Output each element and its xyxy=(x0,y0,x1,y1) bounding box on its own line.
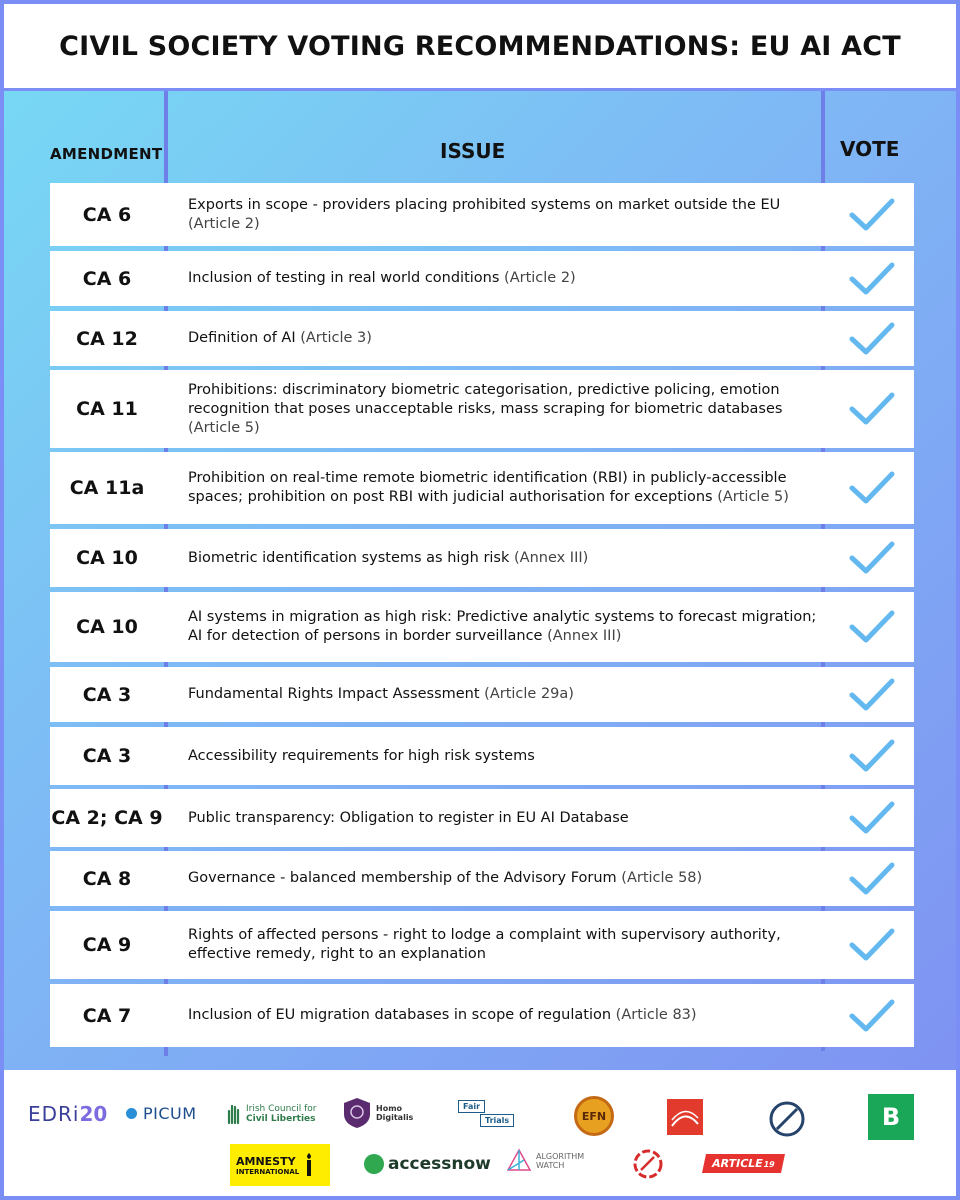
amendment-cell: CA 10 xyxy=(76,616,138,638)
amendment-cell: CA 12 xyxy=(76,327,138,350)
amendment-cell: CA 11 xyxy=(76,398,138,420)
check-icon xyxy=(842,183,902,246)
table-row xyxy=(50,727,914,785)
amendment-cell: CA 9 xyxy=(82,934,132,956)
amendment-cell: CA 6 xyxy=(82,203,132,226)
ring-logo xyxy=(630,1146,666,1182)
recommendations-table xyxy=(4,88,956,1070)
table-row xyxy=(50,311,914,366)
issue-cell: Inclusion of testing in real world conditions (Article 2) xyxy=(188,270,576,286)
check-icon xyxy=(842,311,902,366)
amendment-cell: CA 10 xyxy=(76,547,138,569)
check-icon xyxy=(842,370,902,448)
check-icon xyxy=(842,251,902,306)
table-row xyxy=(50,183,914,246)
circle-icon xyxy=(768,1100,806,1138)
picum-dot-icon xyxy=(126,1108,137,1119)
prism-icon xyxy=(506,1148,532,1174)
check-icon xyxy=(842,727,902,785)
check-icon xyxy=(842,592,902,662)
circle-x-logo xyxy=(768,1100,806,1138)
check-icon xyxy=(842,789,902,847)
title-bar xyxy=(4,4,956,88)
hand-icon xyxy=(226,1103,242,1125)
issue-cell: Accessibility requirements for high risk systems xyxy=(188,747,535,764)
issue-cell: Inclusion of EU migration databases in scope of regulation (Article 83) xyxy=(188,1007,697,1023)
homo-digitalis-logo: Homo Digitalis xyxy=(342,1096,413,1130)
b-logo: B xyxy=(868,1094,914,1140)
shield-icon xyxy=(342,1096,372,1130)
algorithmwatch-logo: ALGORITHM WATCH xyxy=(506,1148,584,1174)
issue-cell: Exports in scope - providers placing prohibited systems on market outside the EU (Article 2) xyxy=(188,196,781,232)
amendment-cell: CA 7 xyxy=(82,1004,132,1027)
header-amendment: AMENDMENT xyxy=(50,145,163,163)
table-row xyxy=(50,592,914,662)
table-row xyxy=(50,667,914,722)
amendment-cell: CA 2; CA 9 xyxy=(51,807,163,829)
issue-cell: Prohibition on real-time remote biometric identification (RBI) in publicly-accessible spaces; prohibition on post RBI with judicial authorisation for exceptions (Article 5) xyxy=(188,470,789,505)
candle-icon xyxy=(301,1152,317,1178)
issue-cell: Fundamental Rights Impact Assessment (Article 29a) xyxy=(188,686,574,702)
ring-icon xyxy=(630,1146,666,1182)
fair-trials-logo: Fair Trials xyxy=(458,1100,518,1130)
amendment-cell: CA 3 xyxy=(82,745,132,767)
efn-logo: EFN xyxy=(574,1096,614,1136)
header-issue: ISSUE xyxy=(440,139,506,163)
table-row xyxy=(50,851,914,906)
edri-logo: EDRi 20 xyxy=(28,1102,108,1126)
amendment-cell: CA 3 xyxy=(82,683,132,706)
check-icon xyxy=(842,452,902,524)
partner-logos xyxy=(4,1070,956,1196)
issue-cell: Prohibitions: discriminatory biometric categorisation, predictive policing, emotion recognition that poses unacceptable risks, mass scraping for biometric databases (Article 5) xyxy=(188,381,783,436)
issue-cell: Public transparency: Obligation to register in EU AI Database xyxy=(188,809,629,826)
table-row xyxy=(50,452,914,524)
amendment-cell: CA 8 xyxy=(82,867,132,890)
edf-logo xyxy=(666,1098,704,1136)
table-row xyxy=(50,789,914,847)
page-title: CIVIL SOCIETY VOTING RECOMMENDATIONS: EU AI ACT xyxy=(59,30,901,62)
check-icon xyxy=(842,529,902,587)
issue-cell: Biometric identification systems as high risk (Annex III) xyxy=(188,549,589,566)
flag-icon xyxy=(666,1098,704,1136)
issue-cell: Rights of affected persons - right to lodge a complaint with supervisory authority, effective remedy, right to an explanation xyxy=(188,927,781,962)
table-row xyxy=(50,911,914,979)
header-vote: VOTE xyxy=(840,137,900,161)
check-icon xyxy=(842,851,902,906)
iccl-logo: Irish Council for Civil Liberties xyxy=(226,1103,317,1125)
accessnow-logo: accessnow xyxy=(364,1154,491,1174)
issue-cell: AI systems in migration as high risk: Predictive analytic systems to forecast migration; AI for detection of persons in border surveillance (Annex III) xyxy=(188,609,817,644)
table-row xyxy=(50,984,914,1047)
table-row xyxy=(50,529,914,587)
check-icon xyxy=(842,984,902,1047)
table-row xyxy=(50,370,914,448)
picum-logo: PICUM xyxy=(126,1104,197,1123)
issue-cell: Definition of AI (Article 3) xyxy=(188,330,372,346)
check-icon xyxy=(842,911,902,979)
article19-logo: ARTICLE 19 xyxy=(704,1154,783,1173)
issue-cell: Governance - balanced membership of the Advisory Forum (Article 58) xyxy=(188,870,703,886)
amnesty-logo: AMNESTY INTERNATIONAL xyxy=(230,1144,330,1186)
amendment-cell: CA 6 xyxy=(82,267,132,290)
amendment-cell: CA 11a xyxy=(69,477,145,499)
table-row xyxy=(50,251,914,306)
check-icon xyxy=(842,667,902,722)
globe-icon xyxy=(364,1154,384,1174)
